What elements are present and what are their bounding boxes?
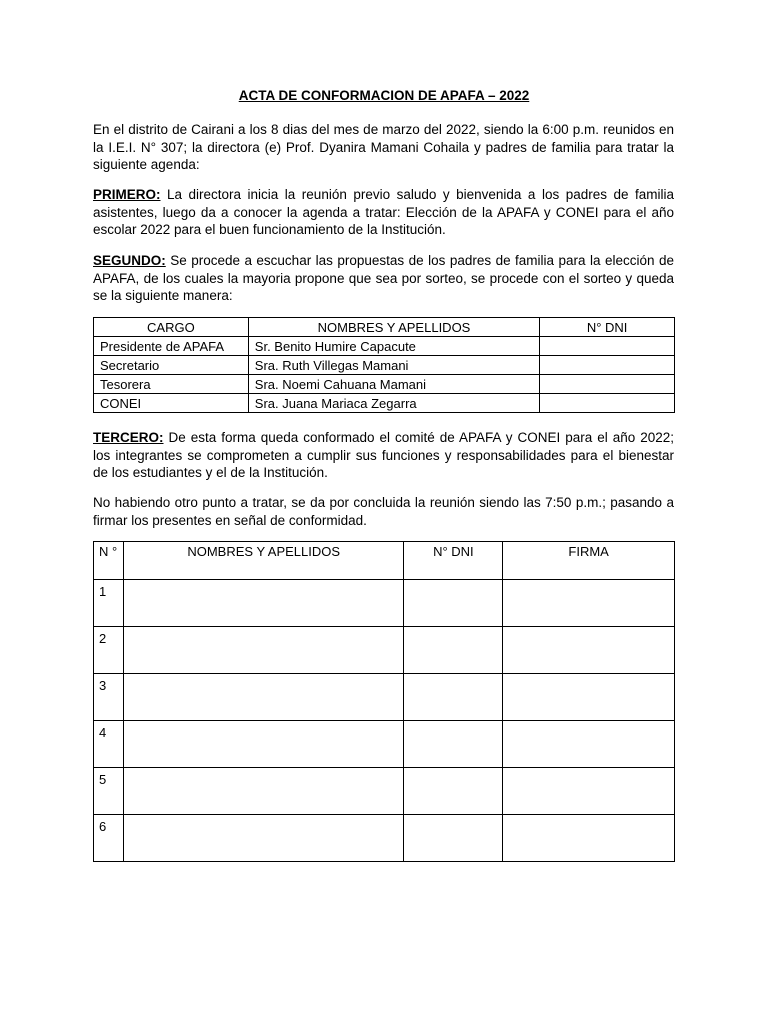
dni-field[interactable] xyxy=(404,627,503,674)
closing-paragraph: No habiendo otro punto a tratar, se da por concluida la reunión siendo las 7:50 p.m.; pasando a firmar los presentes en señal de conformidad. xyxy=(93,495,674,528)
segundo-label: SEGUNDO: xyxy=(93,253,166,268)
table-row xyxy=(94,627,675,674)
dni-cell xyxy=(540,375,675,394)
dni-cell xyxy=(540,356,675,375)
table-row xyxy=(94,356,675,375)
row-number: 3 xyxy=(94,674,124,721)
header-cargo: CARGO xyxy=(94,318,249,337)
row-number: 1 xyxy=(94,580,124,627)
table-row xyxy=(94,394,675,413)
committee-table xyxy=(93,317,675,413)
firma-field[interactable] xyxy=(503,815,675,862)
table-row xyxy=(94,815,675,862)
nombre-cell: Sra. Ruth Villegas Mamani xyxy=(248,356,539,375)
row-number: 2 xyxy=(94,627,124,674)
header-dni: N° DNI xyxy=(404,542,503,580)
nombre-field[interactable] xyxy=(123,627,404,674)
signature-table xyxy=(93,541,675,862)
nombre-field[interactable] xyxy=(123,674,404,721)
firma-field[interactable] xyxy=(503,580,675,627)
dni-field[interactable] xyxy=(404,721,503,768)
firma-field[interactable] xyxy=(503,627,675,674)
tercero-label: TERCERO: xyxy=(93,430,164,445)
nombre-field[interactable] xyxy=(123,580,404,627)
header-firma: FIRMA xyxy=(503,542,675,580)
cargo-cell: Tesorera xyxy=(94,375,249,394)
table-row xyxy=(94,721,675,768)
document-title: ACTA DE CONFORMACION DE APAFA – 2022 xyxy=(238,88,530,103)
cargo-cell: Presidente de APAFA xyxy=(94,337,249,356)
intro-paragraph: En el distrito de Cairani a los 8 dias del mes de marzo del 2022, siendo la 6:00 p.m. reunidos en la I.E.I. N° 307; la directora (e) Prof. Dyanira Mamani Cohaila y padres de familia para tratar la siguiente agenda: xyxy=(93,122,674,172)
firma-field[interactable] xyxy=(503,721,675,768)
nombre-cell: Sra. Noemi Cahuana Mamani xyxy=(248,375,539,394)
header-nombres: NOMBRES Y APELLIDOS xyxy=(248,318,539,337)
nombre-field[interactable] xyxy=(123,768,404,815)
table-row xyxy=(94,375,675,394)
nombre-field[interactable] xyxy=(123,721,404,768)
row-number: 6 xyxy=(94,815,124,862)
dni-cell xyxy=(540,337,675,356)
cargo-cell: Secretario xyxy=(94,356,249,375)
segundo-text: Se procede a escuchar las propuestas de los padres de familia para la elección de APAFA, de los cuales la mayoria propone que sea por sorteo, se procede con el sorteo y queda se la siguiente manera: xyxy=(93,253,674,303)
primero-label: PRIMERO: xyxy=(93,187,161,202)
cargo-cell: CONEI xyxy=(94,394,249,413)
signature-header-row xyxy=(94,542,675,580)
table-row xyxy=(94,768,675,815)
dni-field[interactable] xyxy=(404,768,503,815)
primero-paragraph xyxy=(93,186,674,239)
nombre-cell: Sra. Juana Mariaca Zegarra xyxy=(248,394,539,413)
row-number: 4 xyxy=(94,721,124,768)
table-row xyxy=(94,674,675,721)
dni-cell xyxy=(540,394,675,413)
header-numero: N ° xyxy=(94,542,124,580)
header-dni: N° DNI xyxy=(540,318,675,337)
header-nombres: NOMBRES Y APELLIDOS xyxy=(123,542,404,580)
primero-text: La directora inicia la reunión previo saludo y bienvenida a los padres de familia asistentes, luego da a conocer la agenda a tratar: Elección de la APAFA y CONEI para el año escolar 2022 para el buen funcionamiento de la Institución. xyxy=(93,187,674,237)
firma-field[interactable] xyxy=(503,674,675,721)
tercero-text: De esta forma queda conformado el comité de APAFA y CONEI para el año 2022; los integrantes se comprometen a cumplir sus funciones y responsabilidades para el bienestar de los estudiantes y el de la Institución. xyxy=(93,430,674,480)
nombre-field[interactable] xyxy=(123,815,404,862)
segundo-paragraph xyxy=(93,252,674,305)
firma-field[interactable] xyxy=(503,768,675,815)
committee-header-row xyxy=(94,318,675,337)
dni-field[interactable] xyxy=(404,674,503,721)
dni-field[interactable] xyxy=(404,815,503,862)
dni-field[interactable] xyxy=(404,580,503,627)
row-number: 5 xyxy=(94,768,124,815)
tercero-paragraph xyxy=(93,429,674,482)
nombre-cell: Sr. Benito Humire Capacute xyxy=(248,337,539,356)
table-row xyxy=(94,337,675,356)
table-row xyxy=(94,580,675,627)
